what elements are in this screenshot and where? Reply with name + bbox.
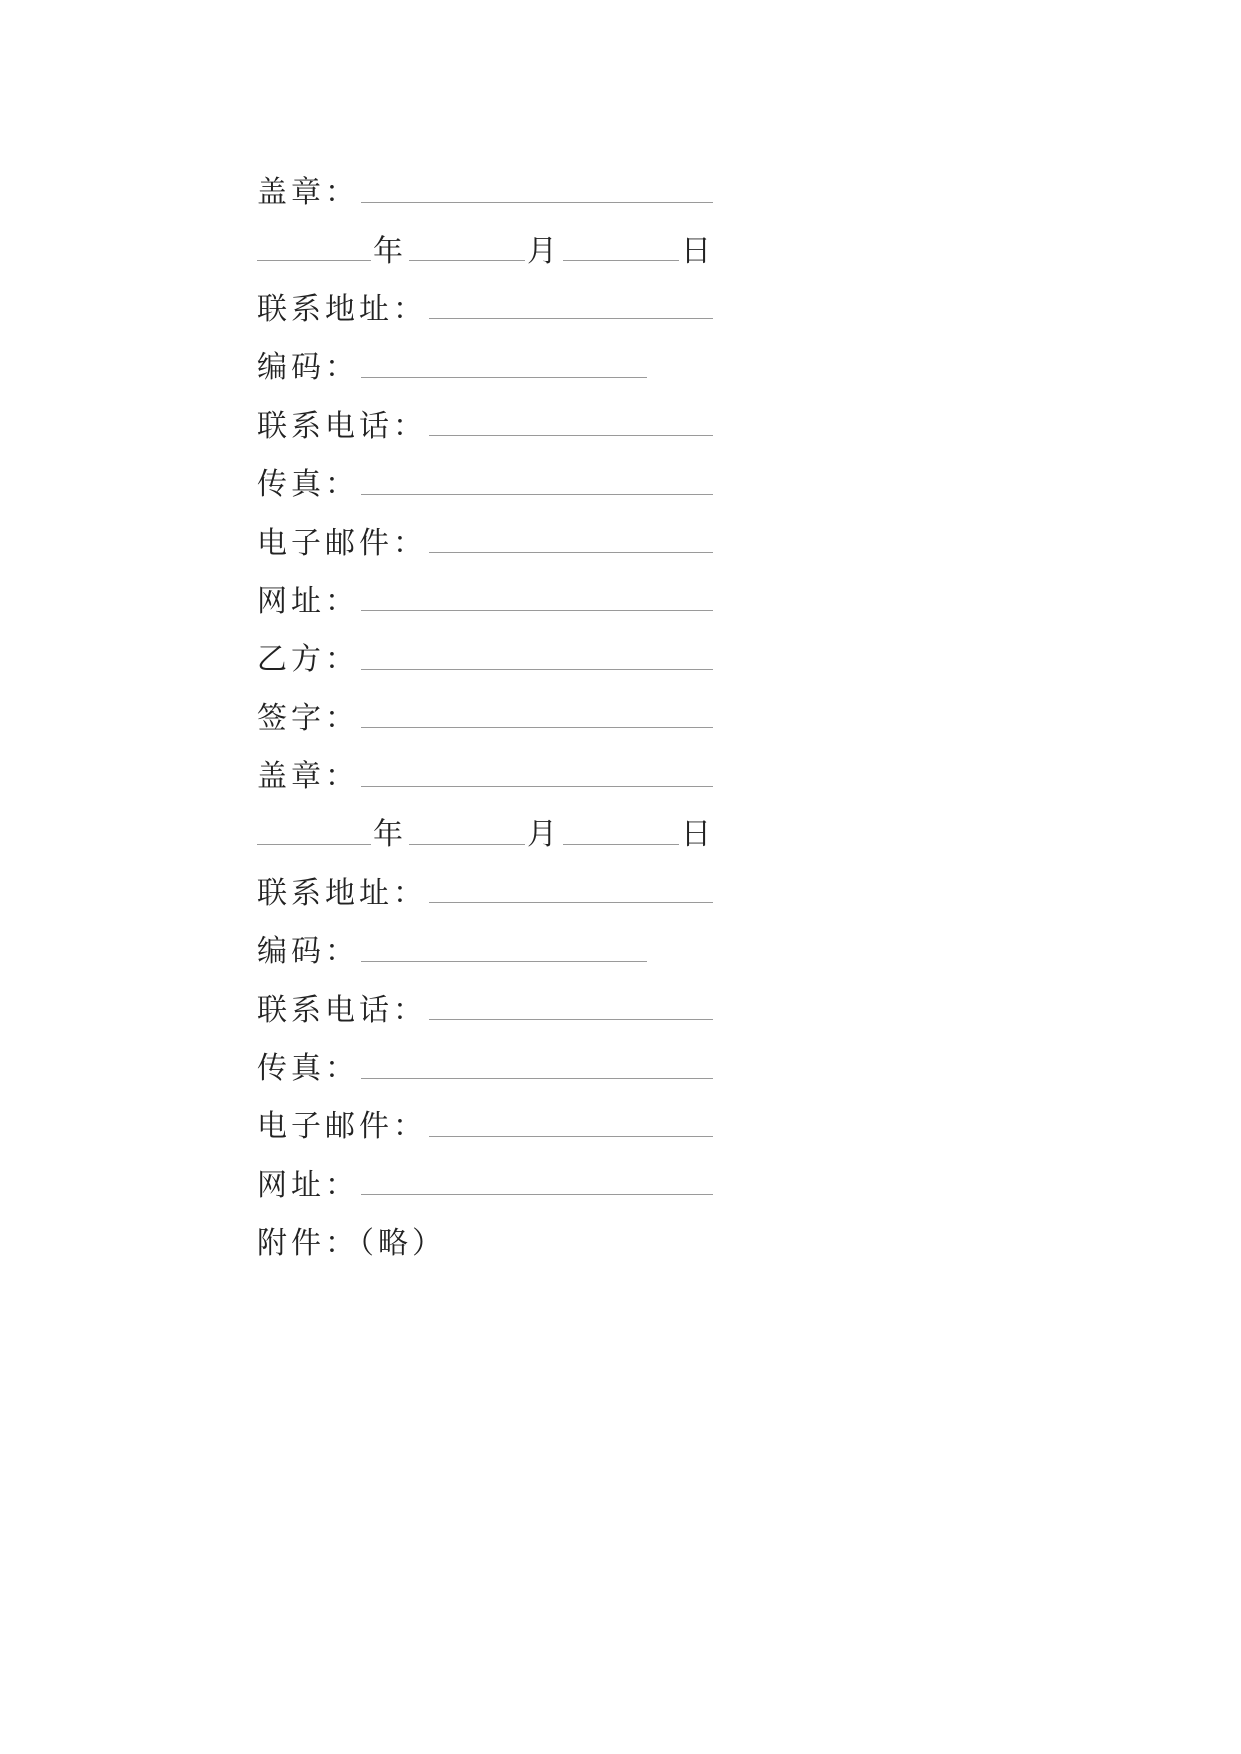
address-label: 联系地址：: [257, 291, 427, 327]
website-blank[interactable]: [361, 1168, 713, 1195]
postcode-line-a: [257, 335, 717, 393]
seal-blank[interactable]: [361, 760, 713, 787]
website-label: 网址：: [257, 583, 359, 619]
email-label: 电子邮件：: [257, 1109, 427, 1145]
party-b-line: [257, 627, 717, 685]
seal-line-a: [257, 160, 717, 218]
year-blank[interactable]: [257, 818, 371, 845]
phone-blank[interactable]: [429, 993, 713, 1020]
fax-blank[interactable]: [361, 468, 713, 495]
postcode-blank[interactable]: [361, 935, 647, 962]
date-line-b: [257, 802, 717, 860]
email-line-a: [257, 510, 717, 568]
fax-line-a: [257, 452, 717, 510]
address-blank[interactable]: [429, 292, 713, 319]
email-blank[interactable]: [429, 526, 713, 553]
day-blank[interactable]: [563, 234, 679, 261]
fax-label: 传真：: [257, 467, 359, 503]
phone-line-b: [257, 977, 717, 1035]
address-label: 联系地址：: [257, 875, 427, 911]
postcode-label: 编码：: [257, 934, 359, 970]
phone-label: 联系电话：: [257, 992, 427, 1028]
year-label: 年: [373, 817, 407, 853]
attachment-line: [257, 1211, 717, 1269]
seal-line-b: [257, 744, 717, 802]
signature-blank[interactable]: [361, 701, 713, 728]
party-b-label: 乙方：: [257, 642, 359, 678]
party-b-blank[interactable]: [361, 643, 713, 670]
postcode-blank[interactable]: [361, 351, 647, 378]
seal-label: 盖章：: [257, 175, 359, 211]
email-line-b: [257, 1094, 717, 1152]
attachment-note: 附件：（略）: [257, 1226, 446, 1262]
month-blank[interactable]: [409, 234, 525, 261]
month-label: 月: [527, 817, 561, 853]
address-line-a: [257, 277, 717, 335]
website-line-b: [257, 1153, 717, 1211]
fax-line-b: [257, 1036, 717, 1094]
email-label: 电子邮件：: [257, 525, 427, 561]
phone-label: 联系电话：: [257, 408, 427, 444]
website-label: 网址：: [257, 1167, 359, 1203]
website-blank[interactable]: [361, 584, 713, 611]
address-blank[interactable]: [429, 876, 713, 903]
fax-label: 传真：: [257, 1051, 359, 1087]
postcode-line-b: [257, 919, 717, 977]
day-label: 日: [681, 233, 715, 269]
fax-blank[interactable]: [361, 1052, 713, 1079]
seal-label: 盖章：: [257, 759, 359, 795]
phone-line-a: [257, 394, 717, 452]
month-label: 月: [527, 233, 561, 269]
phone-blank[interactable]: [429, 409, 713, 436]
email-blank[interactable]: [429, 1110, 713, 1137]
seal-blank[interactable]: [361, 176, 713, 203]
signature-label: 签字：: [257, 700, 359, 736]
day-label: 日: [681, 817, 715, 853]
signature-line-b: [257, 686, 717, 744]
address-line-b: [257, 861, 717, 919]
postcode-label: 编码：: [257, 350, 359, 386]
month-blank[interactable]: [409, 818, 525, 845]
year-blank[interactable]: [257, 234, 371, 261]
signature-form: [257, 160, 717, 1269]
year-label: 年: [373, 233, 407, 269]
day-blank[interactable]: [563, 818, 679, 845]
date-line-a: [257, 218, 717, 276]
website-line-a: [257, 569, 717, 627]
